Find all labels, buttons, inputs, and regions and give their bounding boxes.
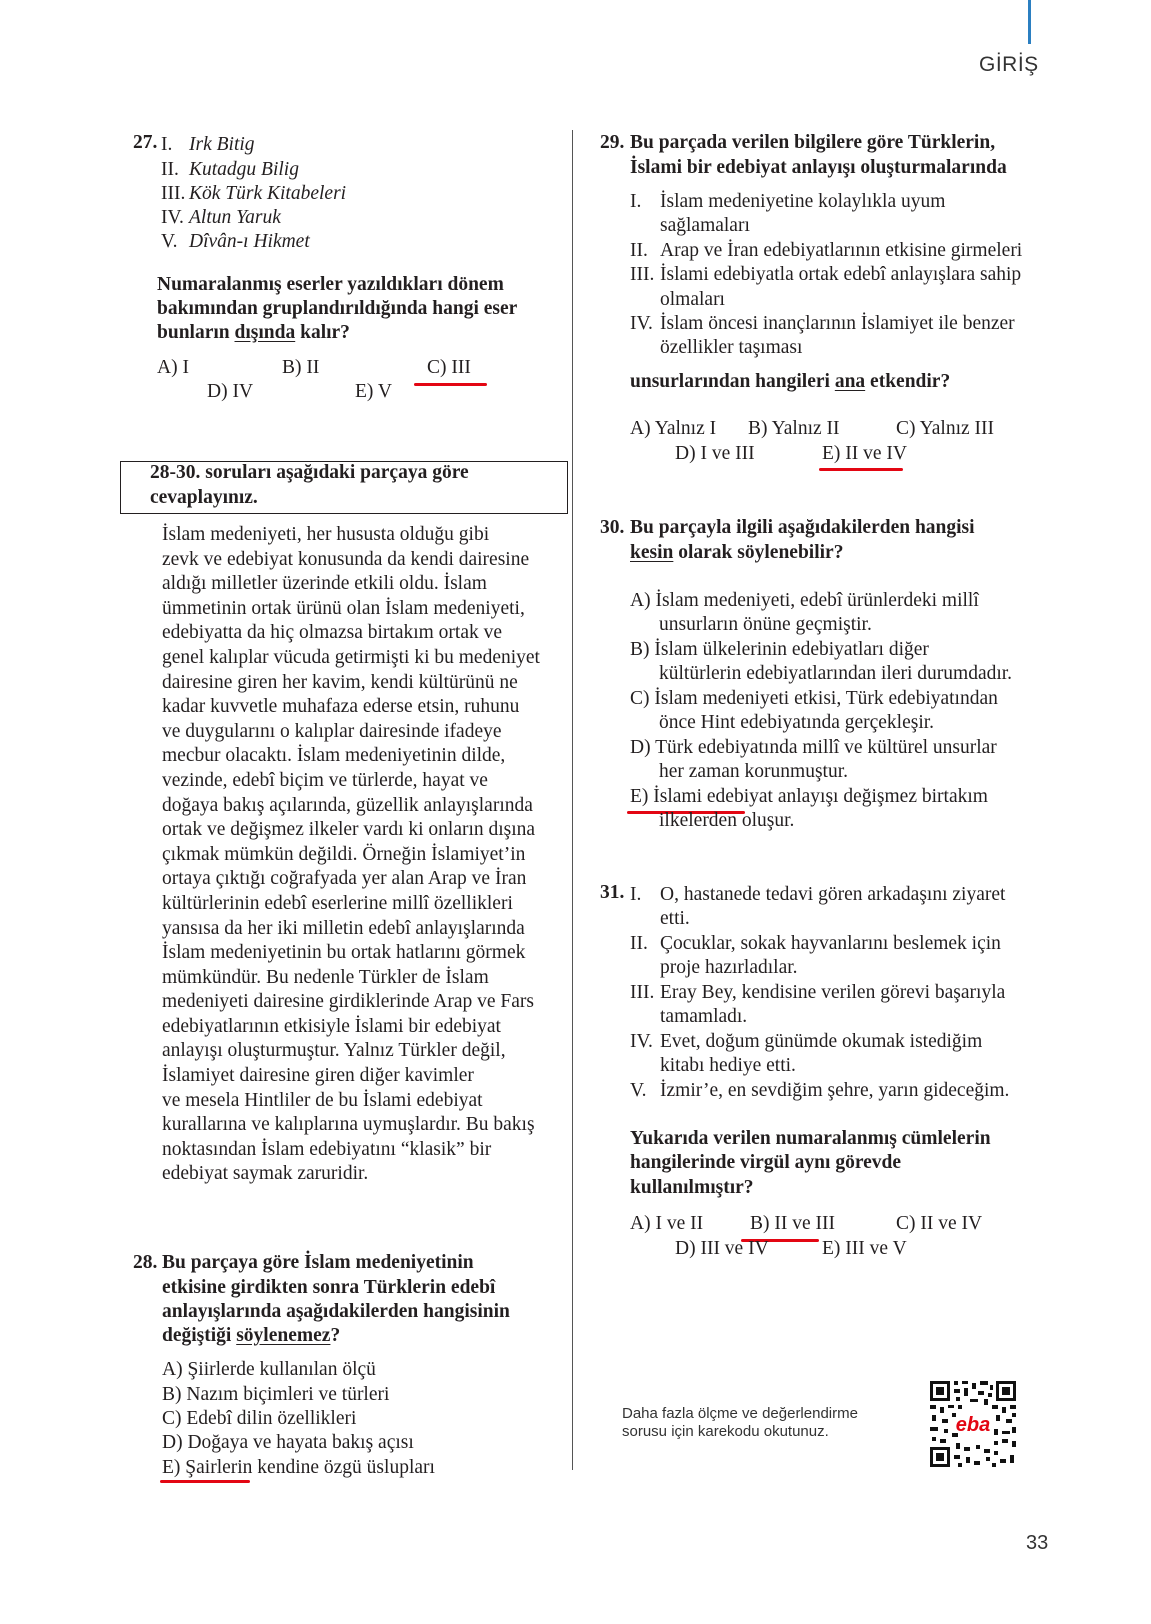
passage-line: anlayışı oluşturmuştur. Yalnız Türkler değil, [162,1040,506,1062]
question-number: 29. [600,132,625,153]
answer-mark [819,468,903,471]
passage-line: edebiyatta da hiç olmazsa birtakım ortak ve [162,622,503,644]
question-stem: kullanılmıştır? [630,1177,754,1198]
option-b: B) İslam ülkelerinin edebiyatları diğer [630,639,929,660]
emphasis-underline: kesin [630,542,674,563]
roman-item: III. Kök Türk Kitabeleri [161,183,347,204]
passage-line: genel kalıplar vücuda getirmişti ki bu medeniyet [162,646,540,668]
question-stem: unsurlarından hangileri ana etkendir? [630,371,951,392]
question-stem: Numaralanmış eserler yazıldıkları dönem [157,274,504,295]
page-number: 33 [1026,1532,1049,1554]
question-stem: etkisine girdikten sonra Türklerin edebî [162,1277,496,1298]
passage-line: İslam medeniyeti, her hususta olduğu gibi [162,524,490,545]
option-d: D) Türk edebiyatında millî ve kültürel unsurlar [630,737,997,758]
passage-line: dairesine giren her kavim, kendi kültürünü ne [162,671,518,693]
emphasis-underline: söylenemez [236,1325,331,1346]
passage-line: ve duygularını o kalıplar dairesinde ifadeye [162,720,502,742]
roman-item: II. Kutadgu Bilig [161,159,299,180]
roman-item: II. Çocuklar, sokak hayvanlarını beslemek için [630,933,1001,954]
option-a: A) Yalnız I [630,418,717,439]
roman-item: IV. İslam öncesi inançlarının İslamiyet ile benzer [630,313,1015,334]
roman-item: I. İslam medeniyetine kolaylıkla uyum [630,191,946,212]
option-c: C) Edebî dilin özellikleri [162,1408,357,1429]
option-a: A) Şiirlerde kullanılan ölçü [162,1359,376,1380]
roman-item: IV. Evet, doğum günümde okumak istediğim [630,1031,983,1052]
option-b: B) II ve III [750,1213,835,1234]
question-stem: değiştiği söylenemez? [162,1325,341,1346]
passage-line: İslamiyet dairesine giren diğer kavimler [162,1065,474,1087]
roman-item: I. O, hastanede tedavi gören arkadaşını ziyaret [630,884,1006,905]
option-d: D) Doğaya ve hayata bakış açısı [162,1432,414,1453]
option-e: E) II ve IV [822,443,907,464]
question-number: 28. [133,1252,158,1273]
passage-line: kurallarına ve kalıplarına uymuşlardır. Bu bakış [162,1114,535,1136]
passage-line: mümkündür. Bu nedenle Türkler de İslam [162,966,489,988]
instruction-text: 28-30. soruları aşağıdaki parçaya göre [150,462,469,483]
passage-line: ve mesela Hintliler de bu İslami edebiyat [162,1089,483,1111]
option-cont: önce Hint edebiyatında gerçekleşir. [659,712,935,733]
option-d: D) IV [207,381,254,402]
question-number: 30. [600,517,625,538]
option-c: C) II ve IV [896,1213,983,1234]
roman-item: III. Eray Bey, kendisine verilen görevi başarıyla [630,982,1006,1003]
answer-mark [160,1480,250,1483]
question-stem: bunların dışında kalır? [157,322,350,343]
answer-mark [414,383,487,386]
passage-line: aldığı milletler üzerinde etkili oldu. İslam [162,573,487,595]
option-c: C) İslam medeniyeti etkisi, Türk edebiyatından [630,688,998,709]
eba-logo: eba [955,1414,991,1436]
option-e: E) III ve V [822,1238,907,1259]
passage-line: kültürlerinin edebî eserlerine millî özellikleri [162,892,513,914]
instruction-text: cevaplayınız. [150,487,258,508]
option-a: A) İslam medeniyeti, edebî ürünlerdeki millî [630,590,979,611]
option-cont: ilkelerden oluşur. [659,810,795,831]
question-stem: Bu parçayla ilgili aşağıdakilerden hangisi [630,517,975,538]
qr-caption: sorusu için karekodu okutunuz. [622,1423,829,1440]
question-stem: Bu parçada verilen bilgilere göre Türklerin, [630,132,996,153]
option-c: C) III [427,357,471,378]
roman-item: V. Dîvân-ı Hikmet [161,231,310,252]
qr-caption: Daha fazla ölçme ve değerlendirme [622,1405,858,1422]
passage-line: edebiyatlarının etkisiyle İslami bir edebiyat [162,1015,501,1037]
roman-item: V. İzmir’e, en sevdiğim şehre, yarın gideceğim. [630,1080,1010,1101]
passage-line: doğaya bakış açılarında, güzellik anlayışlarında [162,794,533,816]
roman-item-cont: olmaları [660,289,725,310]
passage-line: ortak ve değişmez ilkeler vardı ki onların dışına [162,819,536,841]
question-stem: Yukarıda verilen numaralanmış cümlelerin [630,1128,991,1149]
roman-item-cont: tamamladı. [660,1006,748,1027]
reading-passage [162,523,540,1187]
option-a: A) I [157,357,189,378]
section-title: GİRİŞ [979,53,1039,76]
option-e: E) V [355,381,393,402]
option-a: A) I ve II [630,1213,704,1234]
option-cont: kültürlerin edebiyatlarından ileri durumdadır. [659,663,1013,684]
question-number: 27. [133,132,158,153]
option-cont: unsurların önüne geçmiştir. [659,614,872,635]
question-number: 31. [600,882,625,903]
passage-line: kadar kuvvetle muhafaza ederse etsin, ruhunu [162,696,520,718]
emphasis-underline: ana [834,371,866,392]
passage-line: çıkmak mümkün değildi. Örneğin İslamiyet’in [162,843,526,865]
roman-item-cont: sağlamaları [660,215,750,236]
passage-line: noktasından İslam edebiyatını “klasik” bir [162,1138,492,1160]
qr-code-icon [928,1379,1018,1469]
passage-line: yansısa da her iki milletin edebî anlayışlarında [162,917,525,939]
roman-item-cont: proje hazırladılar. [660,957,798,978]
question-stem: anlayışlarında aşağıdakilerden hangisinin [162,1301,510,1322]
passage-line: medeniyeti dairesine girdiklerinde Arap ve Fars [162,991,535,1013]
column-divider [572,130,573,1470]
passage-line: ümmetinin ortak ürünü olan İslam medeniyeti, [162,597,525,619]
roman-item: IV. Altun Yaruk [161,207,281,228]
roman-item-cont: kitabı hediye etti. [660,1055,796,1076]
roman-item: II. Arap ve İran edebiyatlarının etkisine girmeleri [630,240,1023,261]
roman-item: III. İslami edebiyatla ortak edebî anlayışlara sahip [630,264,1022,285]
header-accent-bar [1028,0,1031,44]
option-cont: her zaman korunmuştur. [659,761,848,782]
option-d: D) I ve III [675,443,755,464]
roman-item-cont: özellikler taşıması [660,337,803,358]
option-e: E) Şairlerin kendine özgü üslupları [162,1457,435,1478]
passage-line: İslam medeniyetinin bu ortak hatlarını görmek [162,942,526,964]
question-stem: hangilerinde virgül aynı görevde [630,1152,902,1173]
roman-item-cont: etti. [660,908,690,929]
question-stem: Bu parçaya göre İslam medeniyetinin [162,1252,474,1273]
emphasis-underline: dışında [234,322,296,343]
passage-line: ortaya çıktığı coğrafyada yer alan Arap ve İran [162,868,527,890]
question-stem: kesin olarak söylenebilir? [630,542,844,563]
option-b: B) Yalnız II [748,418,840,439]
passage-line: edebiyat saymak zaruridir. [162,1163,369,1185]
option-c: C) Yalnız III [896,418,995,439]
passage-line: vezinde, edebî biçim ve türlerde, hayat ve [162,769,488,791]
option-d: D) III ve IV [675,1238,769,1259]
question-stem: bakımından gruplandırıldığında hangi eser [157,298,518,319]
question-stem: İslami bir edebiyat anlayışı oluşturmalarında [630,157,1007,178]
qr-code[interactable] [928,1379,1018,1469]
roman-item: I. Irk Bitig [161,134,255,155]
option-b: B) Nazım biçimleri ve türleri [162,1384,390,1405]
passage-line: mecbur olacaktı. İslam medeniyetinin dilde, [162,745,506,767]
option-b: B) II [282,357,320,378]
option-e: E) İslami edebiyat anlayışı değişmez birtakım [630,786,988,807]
passage-line: zevk ve edebiyat konusunda da kendi dairesine [162,548,530,570]
